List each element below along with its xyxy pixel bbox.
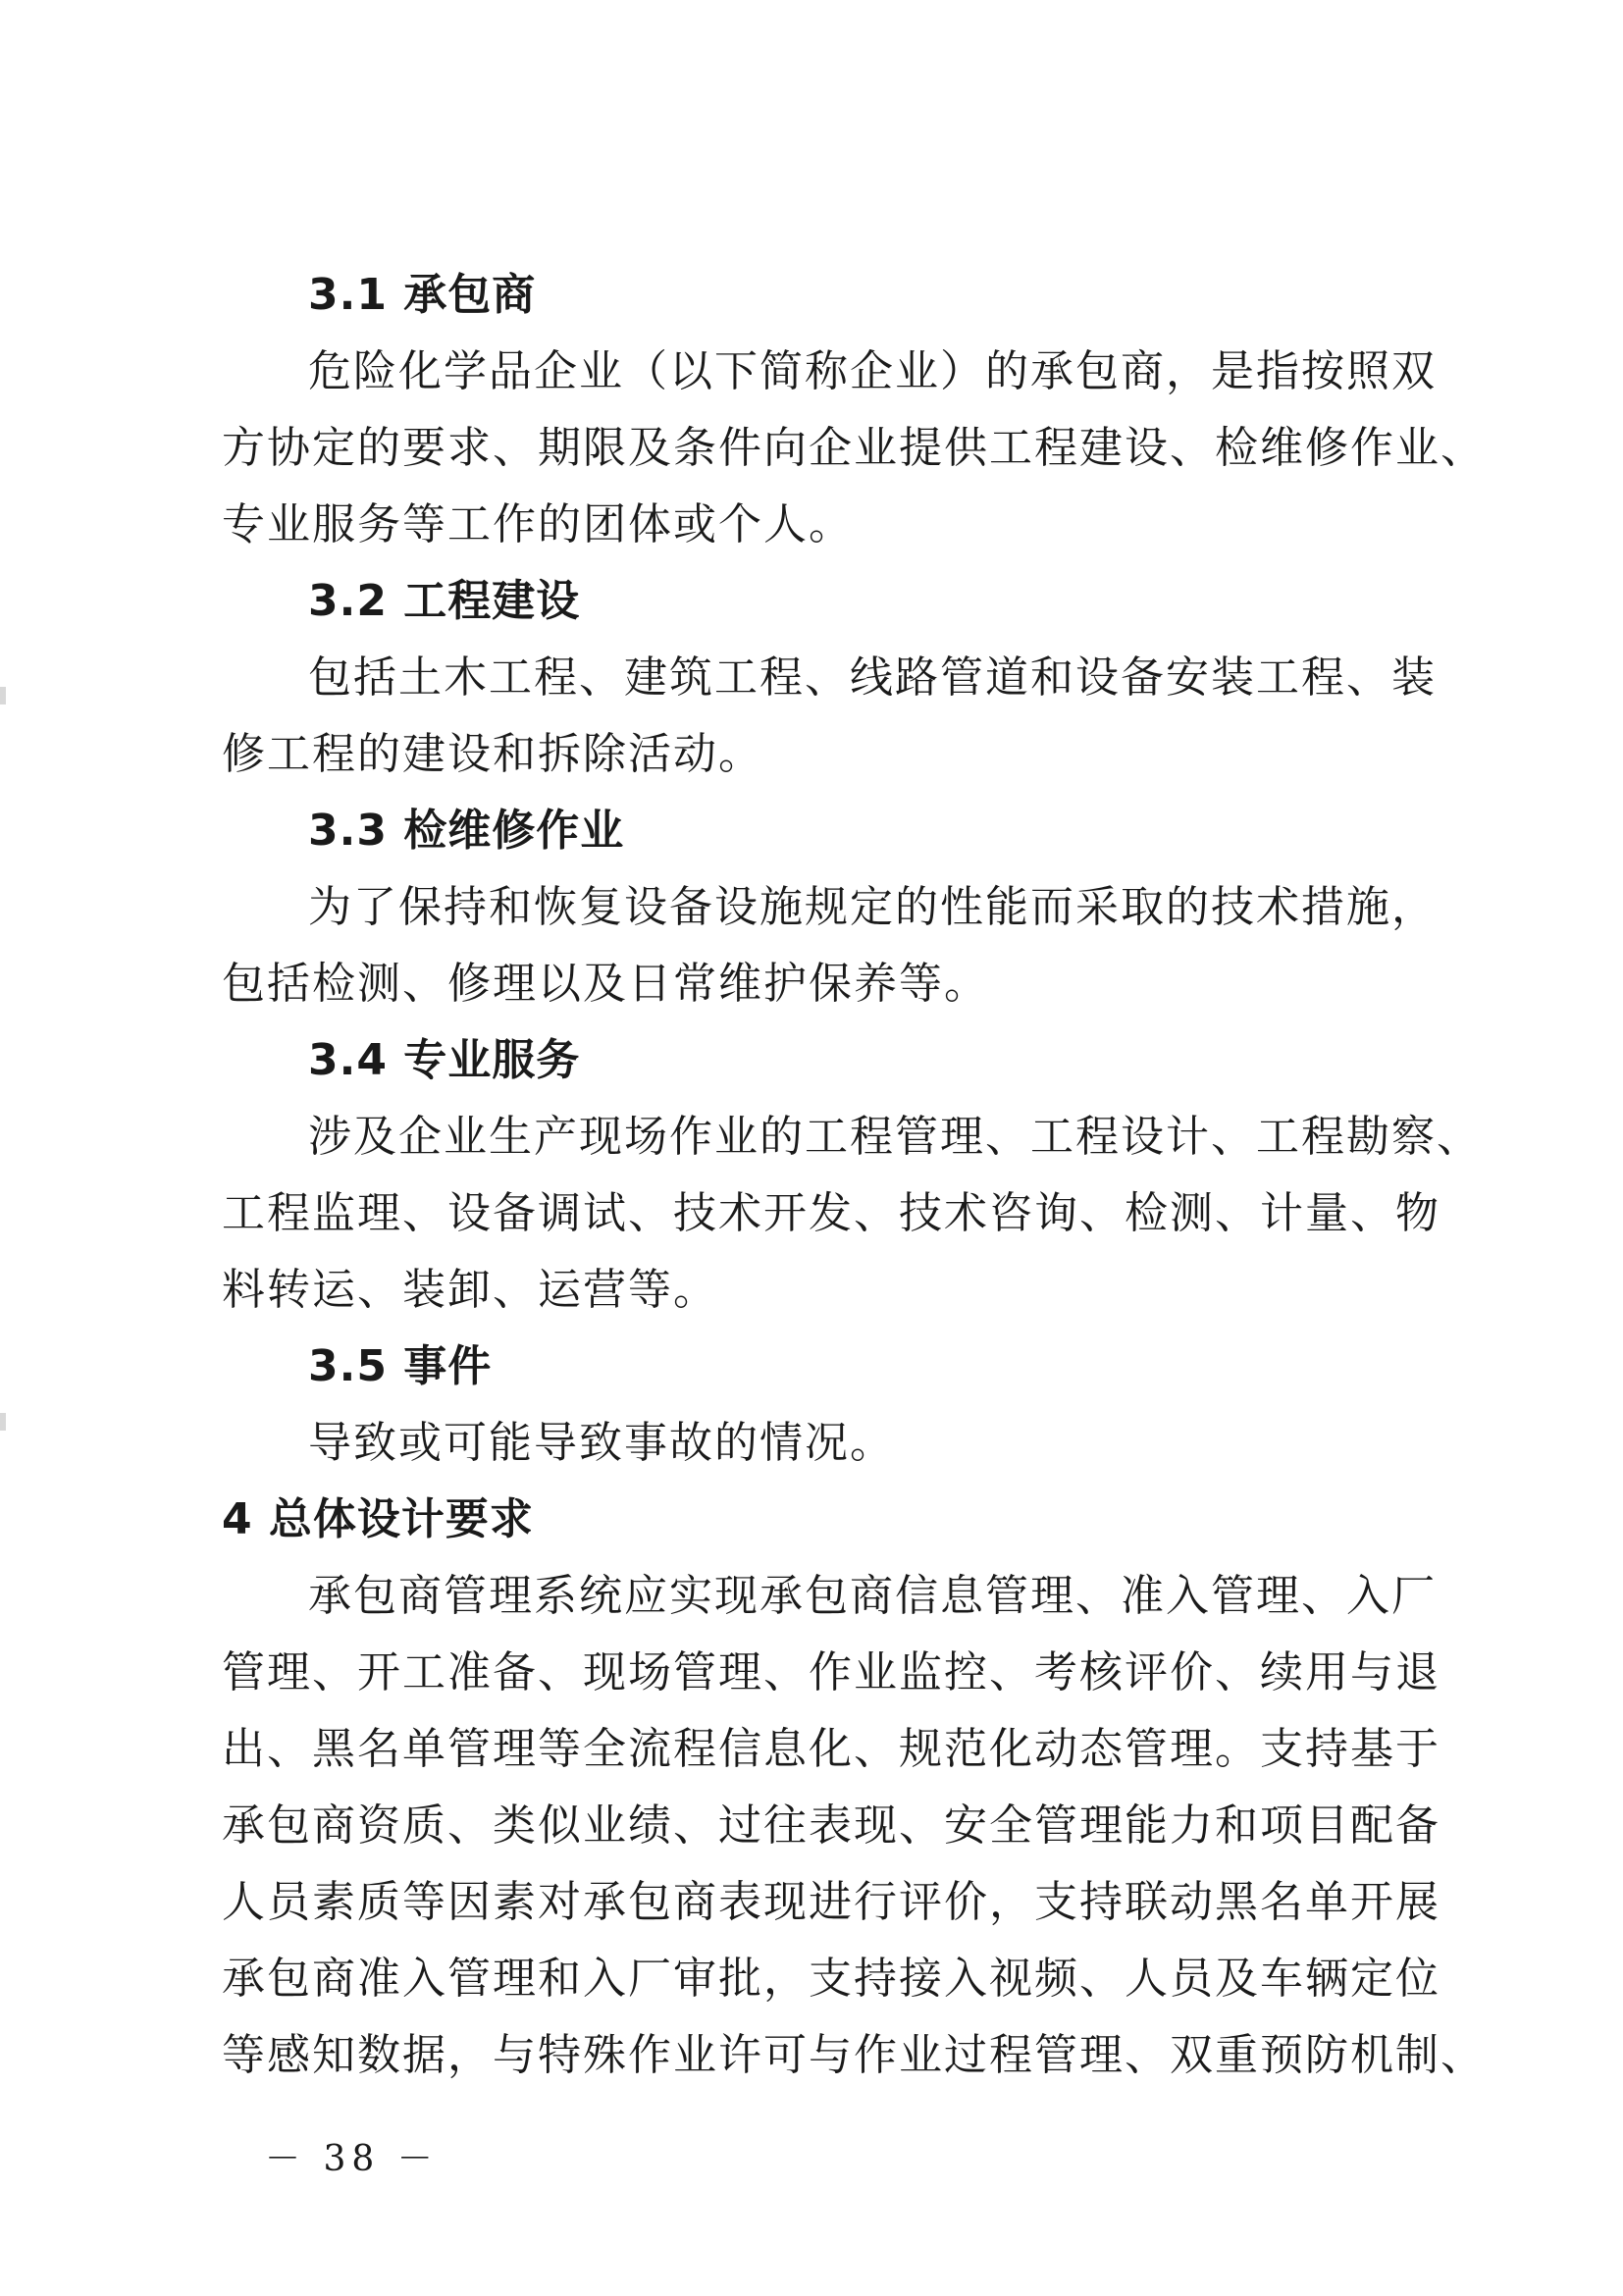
paragraph-line: 承包商资质、类似业绩、过往表现、安全管理能力和项目配备 xyxy=(222,1800,1440,1851)
paragraph-line: 等感知数据，与特殊作业许可与作业过程管理、双重预防机制、 xyxy=(222,2030,1486,2080)
paragraph-line: 工程监理、设备调试、技术开发、技术咨询、检测、计量、物 xyxy=(222,1188,1440,1238)
paragraph-line: 包括土木工程、建筑工程、线路管道和设备安装工程、装 xyxy=(308,652,1437,703)
paragraph-line: 危险化学品企业（以下简称企业）的承包商，是指按照双 xyxy=(308,346,1437,396)
paragraph-line: 料转运、装卸、运营等。 xyxy=(222,1265,718,1315)
paragraph-line: 人员素质等因素对承包商表现进行评价，支持联动黑名单开展 xyxy=(222,1877,1440,1927)
chapter-heading-4: 4 总体设计要求 xyxy=(222,1494,534,1544)
scan-edge-mark xyxy=(0,1413,6,1431)
section-heading-3-4: 3.4 专业服务 xyxy=(308,1035,581,1085)
paragraph-line: 修工程的建设和拆除活动。 xyxy=(222,729,763,779)
scan-edge-mark xyxy=(0,687,6,704)
section-heading-3-1: 3.1 承包商 xyxy=(308,270,537,320)
paragraph-line: 专业服务等工作的团体或个人。 xyxy=(222,499,854,549)
paragraph-line: 方协定的要求、期限及条件向企业提供工程建设、检维修作业、 xyxy=(222,423,1486,473)
paragraph-line: 包括检测、修理以及日常维护保养等。 xyxy=(222,959,989,1009)
paragraph-line: 出、黑名单管理等全流程信息化、规范化动态管理。支持基于 xyxy=(222,1724,1440,1774)
page-number: － 38 － xyxy=(265,2139,439,2179)
section-heading-3-2: 3.2 工程建设 xyxy=(308,576,581,626)
section-heading-3-5: 3.5 事件 xyxy=(308,1341,493,1391)
paragraph-line: 管理、开工准备、现场管理、作业监控、考核评价、续用与退 xyxy=(222,1647,1440,1697)
section-heading-3-3: 3.3 检维修作业 xyxy=(308,806,625,856)
paragraph-line: 承包商准入管理和入厂审批，支持接入视频、人员及车辆定位 xyxy=(222,1954,1440,2004)
document-body xyxy=(222,257,1486,2094)
paragraph-line: 为了保持和恢复设备设施规定的性能而采取的技术措施， xyxy=(308,882,1437,932)
paragraph-line: 承包商管理系统应实现承包商信息管理、准入管理、入厂 xyxy=(308,1571,1437,1621)
paragraph-line: 导致或可能导致事故的情况。 xyxy=(308,1418,895,1468)
paragraph-line: 涉及企业生产现场作业的工程管理、工程设计、工程勘察、 xyxy=(308,1112,1482,1162)
